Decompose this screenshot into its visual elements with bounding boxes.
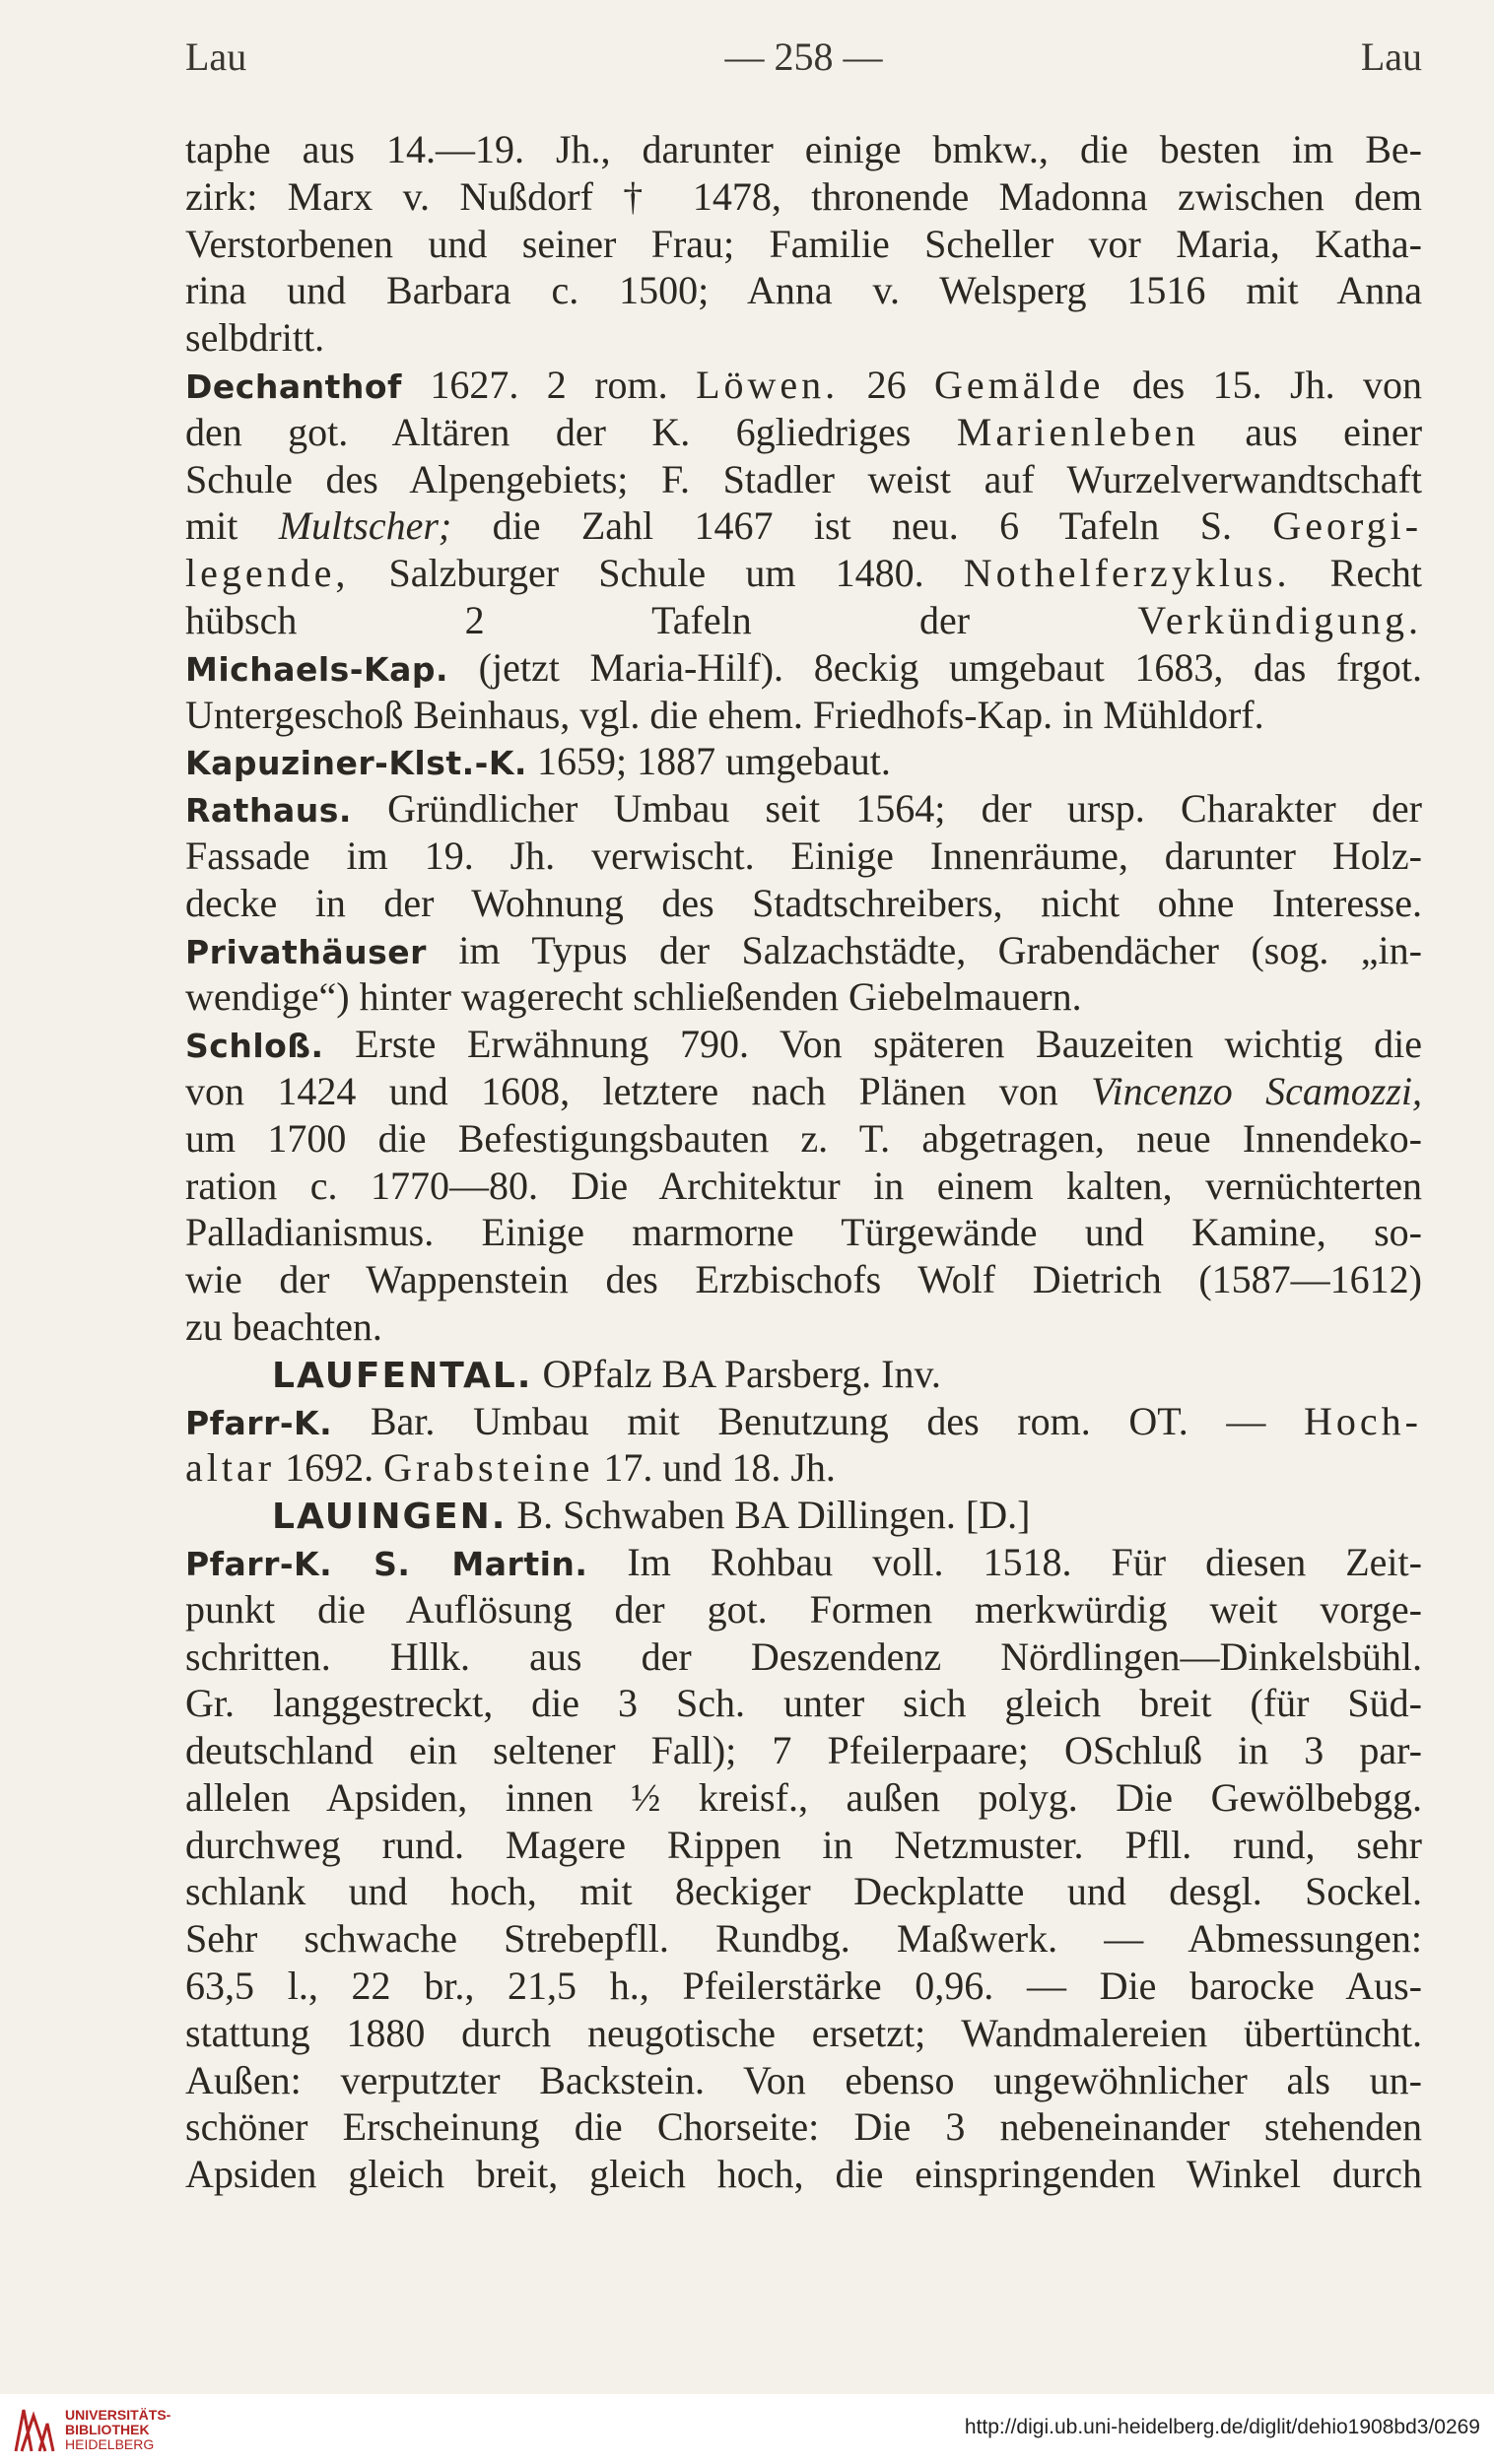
text-run: Gründlicher Umbau seit 1564; der ursp. Charakter der: [351, 786, 1422, 832]
text-run: 1627. 2 rom.: [401, 362, 697, 407]
text-run: allelen Apsiden, innen ½ kreisf., außen polyg. Die Gewölbebgg.: [185, 1774, 1422, 1820]
text-line: [185, 267, 1422, 314]
text-line: [185, 1163, 1422, 1210]
text-line: [185, 1303, 1422, 1351]
text-run: Erste Erwähnung 790. Von späteren Bauzeiten wichtig die: [323, 1022, 1422, 1067]
text-run: rina und Barbara c. 1500; Anna v. Welsperg 1516 mit Anna: [185, 268, 1422, 313]
text-run: Untergeschoß Beinhaus, vgl. die ehem. Friedhofs-Kap. in Mühldorf.: [185, 692, 1264, 737]
text-run: aus einer: [1198, 409, 1422, 454]
text-run: taphe aus 14.—19. Jh., darunter einige bmkw., die besten im Be-: [185, 127, 1422, 171]
text-line: [185, 1727, 1422, 1774]
entry-heading: Pfarr-K. S. Martin.: [185, 1544, 588, 1583]
text-run: Recht: [1290, 551, 1422, 596]
entry-heading: Rathaus.: [185, 791, 352, 831]
text-run: Gemälde: [934, 362, 1105, 407]
text-run: schöner Erscheinung die Chorseite: Die 3 nebeneinander stehenden: [185, 2104, 1422, 2150]
text-line: [185, 973, 1422, 1021]
text-line: [185, 1868, 1422, 1915]
text-run: Fassade im 19. Jh. verwischt. Einige Innenräume, darunter Holz-: [185, 832, 1422, 878]
text-run: wie der Wappenstein des Erzbischofs Wolf Dietrich (1587—1612): [185, 1257, 1422, 1302]
permalink-url[interactable]: http://digi.ub.uni-heidelberg.de/diglit/dehio1908bd3/0269: [964, 2416, 1480, 2438]
header-left: Lau: [185, 34, 247, 79]
text-run: Palladianismus. Einige marmorne Türgewände und Kamine, so-: [185, 1210, 1422, 1255]
text-line: [185, 1021, 1422, 1068]
text-run: ration c. 1770—80. Die Architektur in einem kalten, vernüchterten: [185, 1163, 1422, 1208]
entry-heading: Schloß.: [185, 1027, 324, 1066]
text-run: zirk: Marx v. Nußdorf † 1478, thronende Madonna zwischen dem: [185, 173, 1422, 219]
text-run: Salzburger Schule um 1480.: [349, 551, 964, 596]
text-line: [185, 1774, 1422, 1822]
entry-heading: Michaels-Kap.: [185, 649, 449, 689]
text-line: [185, 314, 1422, 362]
text-run: hübsch 2 Tafeln der: [185, 597, 1138, 642]
logo-line: BIBLIOTHEK: [65, 2422, 150, 2437]
text-line: [185, 1492, 1422, 1539]
page-number: — 258 —: [724, 34, 883, 79]
text-line: [185, 1539, 1422, 1586]
text-run: des 15. Jh. von: [1104, 362, 1422, 407]
body-text: [185, 126, 1422, 2198]
text-run: Außen: verputzter Backstein. Von ebenso ungewöhnlicher als un-: [185, 2057, 1422, 2102]
text-run: Im Rohbau voll. 1518. Für diesen Zeit-: [587, 1539, 1422, 1584]
text-line: [185, 1444, 1422, 1492]
text-run: Nothelferzyklus.: [963, 551, 1291, 596]
text-run: selbdritt.: [185, 315, 325, 361]
text-run: Apsiden gleich breit, gleich hoch, die einspringenden Winkel durch: [185, 2152, 1422, 2197]
text-run: Sehr schwache Strebepfll. Rundbg. Maßwerk. — Abmessungen:: [185, 1916, 1422, 1962]
text-line: [185, 1398, 1422, 1445]
university-logo-icon: [12, 2406, 55, 2455]
text-run: Grabsteine: [383, 1445, 594, 1491]
text-run: schlank und hoch, mit 8eckiger Deckplatte und desgl. Sockel.: [185, 1869, 1422, 1914]
text-line: [185, 456, 1422, 503]
entry-heading: Privathäuser: [185, 932, 427, 971]
text-line: [185, 1586, 1422, 1633]
text-run: Bar. Umbau mit Benutzung des rom. OT. —: [332, 1398, 1305, 1443]
text-run: legende,: [185, 551, 350, 596]
text-run: B. Schwaben BA Dillingen. [D.]: [507, 1493, 1031, 1538]
text-run: von 1424 und 1608, letztere nach Plänen von: [185, 1068, 1092, 1113]
text-line: [185, 1680, 1422, 1727]
text-run: 63,5 l., 22 br., 21,5 h., Pfeilerstärke 0,96. — Die barocke Aus-: [185, 1964, 1422, 2009]
text-run: OPfalz BA Parsberg. Inv.: [532, 1351, 941, 1396]
text-line: [185, 644, 1422, 692]
text-line: [185, 692, 1422, 739]
text-run: Gr. langgestreckt, die 3 Sch. unter sich gleich breit (für Süd-: [185, 1681, 1422, 1726]
text-line: [185, 126, 1422, 173]
text-line: [185, 2103, 1422, 2151]
text-run: altar: [185, 1445, 276, 1491]
text-line: [185, 1068, 1422, 1115]
text-line: [185, 1115, 1422, 1163]
entry-heading: LAUFENTAL.: [272, 1355, 533, 1396]
text-run: Vincenzo Scamozzi,: [1091, 1068, 1422, 1113]
text-line: [185, 1351, 1422, 1398]
text-run: Verkündigung.: [1137, 597, 1422, 642]
text-line: [185, 173, 1422, 221]
text-line: [185, 1256, 1422, 1303]
text-line: [185, 221, 1422, 268]
entry-heading: Dechanthof: [185, 366, 402, 406]
text-line: [185, 2010, 1422, 2057]
text-line: [185, 927, 1422, 974]
logo-line: HEIDELBERG: [65, 2436, 155, 2452]
text-run: im Typus der Salzachstädte, Grabendächer (sog. „in-: [426, 927, 1422, 972]
text-run: Multscher;: [278, 503, 452, 549]
text-run: decke in der Wohnung des Stadtschreibers, nicht ohne Interesse.: [185, 880, 1422, 925]
text-run: den got. Altären der K. 6gliedriges: [185, 409, 957, 454]
entry-heading: Kapuziner-Klst.-K.: [185, 744, 527, 783]
header-right: Lau: [1360, 34, 1422, 79]
text-run: Georgi-: [1272, 503, 1422, 549]
text-line: [185, 785, 1422, 832]
text-line: [185, 1633, 1422, 1681]
logo-line: UNIVERSITÄTS-: [65, 2407, 171, 2423]
text-line: [185, 362, 1422, 409]
text-run: Hoch-: [1304, 1398, 1422, 1443]
library-logo-text: [65, 2408, 170, 2452]
text-run: zu beachten.: [185, 1303, 382, 1349]
text-run: Verstorbenen und seiner Frau; Familie Scheller vor Maria, Katha-: [185, 221, 1422, 266]
text-run: durchweg rund. Magere Rippen in Netzmuster. Pfll. rund, sehr: [185, 1822, 1422, 1867]
text-line: [185, 550, 1422, 597]
text-line: [185, 597, 1422, 644]
text-line: [185, 409, 1422, 456]
text-line: [185, 1963, 1422, 2010]
text-run: schritten. Hllk. aus der Deszendenz Nördlingen—Dinkelsbühl.: [185, 1633, 1422, 1679]
text-run: stattung 1880 durch neugotische ersetzt; Wandmalereien übertüncht.: [185, 2010, 1422, 2055]
text-line: [185, 2151, 1422, 2198]
footer-bar: [0, 2394, 1494, 2464]
text-run: Löwen.: [696, 362, 840, 407]
text-line: [185, 832, 1422, 880]
text-run: mit: [185, 503, 279, 549]
running-header: [185, 28, 1422, 87]
text-run: punkt die Auflösung der got. Formen merkwürdig weit vorge-: [185, 1586, 1422, 1632]
text-line: [185, 738, 1422, 785]
text-run: wendige“) hinter wagerecht schließenden Giebelmauern.: [185, 974, 1082, 1020]
entry-heading: Pfarr-K.: [185, 1403, 333, 1442]
text-run: 1692.: [275, 1445, 384, 1491]
text-run: deutschland ein seltener Fall); 7 Pfeilerpaare; OSchluß in 3 par-: [185, 1728, 1422, 1773]
text-run: Marienleben: [956, 409, 1199, 454]
text-line: [185, 1209, 1422, 1256]
text-run: Schule des Alpengebiets; F. Stadler weist auf Wurzelverwandtschaft: [185, 456, 1422, 501]
text-run: 1659; 1887 umgebaut.: [526, 739, 891, 784]
text-run: um 1700 die Befestigungsbauten z. T. abgetragen, neue Innendeko-: [185, 1115, 1422, 1161]
text-run: 17. und 18. Jh.: [593, 1445, 836, 1491]
text-run: (jetzt Maria-Hilf). 8eckig umgebaut 1683, das frgot.: [448, 644, 1422, 690]
text-line: [185, 1822, 1422, 1869]
text-run: die Zahl 1467 ist neu. 6 Tafeln S.: [451, 503, 1273, 549]
text-line: [185, 2057, 1422, 2104]
text-run: 26: [839, 362, 935, 407]
entry-heading: LAUINGEN.: [272, 1497, 508, 1538]
text-line: [185, 502, 1422, 550]
text-line: [185, 880, 1422, 927]
text-line: [185, 1915, 1422, 1963]
